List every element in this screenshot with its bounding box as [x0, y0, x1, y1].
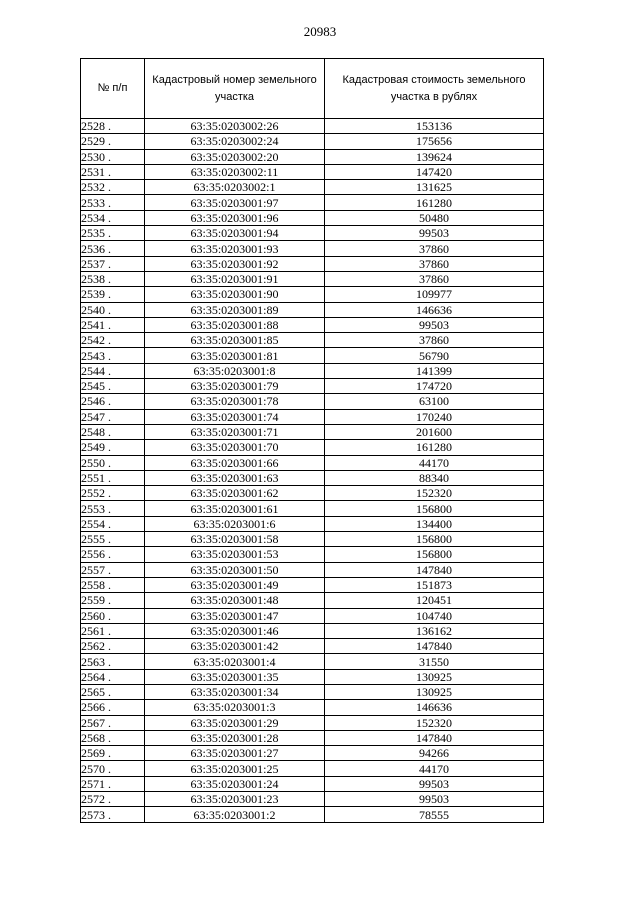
- table-row: [81, 761, 544, 776]
- cadastral-value-cell: 134400: [325, 516, 544, 531]
- table-row: [81, 807, 544, 822]
- table-row: [81, 379, 544, 394]
- table-row: [81, 715, 544, 730]
- cadastral-number-cell: 63:35:0203002:20: [145, 149, 325, 164]
- cadastral-number-cell: 63:35:0203001:94: [145, 226, 325, 241]
- table-header-row: [81, 59, 544, 119]
- row-number-cell: 2539 .: [81, 287, 145, 302]
- row-number-cell: 2569 .: [81, 746, 145, 761]
- cadastral-value-cell: 44170: [325, 761, 544, 776]
- cadastral-number-cell: 63:35:0203001:62: [145, 486, 325, 501]
- table-row: [81, 210, 544, 225]
- table-row: [81, 623, 544, 638]
- row-number-cell: 2552 .: [81, 486, 145, 501]
- table-row: [81, 424, 544, 439]
- cadastral-number-cell: 63:35:0203001:29: [145, 715, 325, 730]
- row-number-cell: 2538 .: [81, 271, 145, 286]
- cadastral-number-cell: 63:35:0203001:4: [145, 654, 325, 669]
- cadastral-number-cell: 63:35:0203001:88: [145, 317, 325, 332]
- row-number-cell: 2564 .: [81, 669, 145, 684]
- cadastral-value-cell: 147420: [325, 164, 544, 179]
- cadastral-number-cell: 63:35:0203001:63: [145, 470, 325, 485]
- cadastral-value-cell: 131625: [325, 180, 544, 195]
- cadastral-value-cell: 147840: [325, 562, 544, 577]
- cadastral-number-cell: 63:35:0203002:11: [145, 164, 325, 179]
- row-number-cell: 2553 .: [81, 501, 145, 516]
- cadastral-value-cell: 146636: [325, 700, 544, 715]
- row-number-cell: 2545 .: [81, 379, 145, 394]
- cadastral-value-cell: 174720: [325, 379, 544, 394]
- cadastral-value-cell: 146636: [325, 302, 544, 317]
- table-row: [81, 776, 544, 791]
- header-cadastral-value: Кадастровая стоимость земельного участка в рублях: [325, 59, 544, 119]
- page-number: 20983: [303, 24, 337, 39]
- row-number-cell: 2566 .: [81, 700, 145, 715]
- cadastral-number-cell: 63:35:0203001:92: [145, 256, 325, 271]
- cadastral-number-cell: 63:35:0203001:61: [145, 501, 325, 516]
- row-number-cell: 2571 .: [81, 776, 145, 791]
- row-number-cell: 2531 .: [81, 164, 145, 179]
- row-number-cell: 2554 .: [81, 516, 145, 531]
- row-number-cell: 2532 .: [81, 180, 145, 195]
- table-row: [81, 470, 544, 485]
- cadastral-number-cell: 63:35:0203001:71: [145, 424, 325, 439]
- table-row: [81, 501, 544, 516]
- table-row: [81, 256, 544, 271]
- row-number-cell: 2547 .: [81, 409, 145, 424]
- cadastral-value-cell: 94266: [325, 746, 544, 761]
- cadastral-value-cell: 63100: [325, 394, 544, 409]
- cadastral-value-cell: 161280: [325, 440, 544, 455]
- cadastral-value-cell: 37860: [325, 256, 544, 271]
- cadastral-value-cell: 152320: [325, 486, 544, 501]
- cadastral-number-cell: 63:35:0203001:48: [145, 593, 325, 608]
- row-number-cell: 2557 .: [81, 562, 145, 577]
- cadastral-value-cell: 156800: [325, 532, 544, 547]
- table-row: [81, 195, 544, 210]
- cadastral-number-cell: 63:35:0203001:97: [145, 195, 325, 210]
- table-row: [81, 684, 544, 699]
- row-number-cell: 2563 .: [81, 654, 145, 669]
- cadastral-value-cell: 151873: [325, 577, 544, 592]
- cadastral-value-cell: 99503: [325, 317, 544, 332]
- cadastral-number-cell: 63:35:0203002:24: [145, 134, 325, 149]
- cadastral-value-cell: 44170: [325, 455, 544, 470]
- table-row: [81, 348, 544, 363]
- cadastral-number-cell: 63:35:0203001:79: [145, 379, 325, 394]
- cadastral-number-cell: 63:35:0203001:46: [145, 623, 325, 638]
- cadastral-value-cell: 170240: [325, 409, 544, 424]
- table-row: [81, 134, 544, 149]
- table-row: [81, 486, 544, 501]
- row-number-cell: 2570 .: [81, 761, 145, 776]
- row-number-cell: 2568 .: [81, 730, 145, 745]
- cadastral-value-cell: 56790: [325, 348, 544, 363]
- cadastral-number-cell: 63:35:0203001:6: [145, 516, 325, 531]
- row-number-cell: 2561 .: [81, 623, 145, 638]
- cadastral-value-cell: 147840: [325, 730, 544, 745]
- table-row: [81, 455, 544, 470]
- table-row: [81, 363, 544, 378]
- cadastral-number-cell: 63:35:0203001:81: [145, 348, 325, 363]
- cadastral-value-cell: 99503: [325, 776, 544, 791]
- row-number-cell: 2530 .: [81, 149, 145, 164]
- cadastral-number-cell: 63:35:0203001:89: [145, 302, 325, 317]
- table-row: [81, 730, 544, 745]
- row-number-cell: 2546 .: [81, 394, 145, 409]
- table-row: [81, 593, 544, 608]
- cadastral-number-cell: 63:35:0203001:8: [145, 363, 325, 378]
- cadastral-number-cell: 63:35:0203002:1: [145, 180, 325, 195]
- cadastral-value-cell: 50480: [325, 210, 544, 225]
- table-row: [81, 608, 544, 623]
- cadastral-number-cell: 63:35:0203001:2: [145, 807, 325, 822]
- table-row: [81, 562, 544, 577]
- header-row-number: № п/п: [81, 59, 145, 119]
- cadastral-number-cell: 63:35:0203001:58: [145, 532, 325, 547]
- row-number-cell: 2565 .: [81, 684, 145, 699]
- cadastral-number-cell: 63:35:0203001:93: [145, 241, 325, 256]
- cadastral-number-cell: 63:35:0203001:74: [145, 409, 325, 424]
- cadastral-value-cell: 130925: [325, 669, 544, 684]
- row-number-cell: 2558 .: [81, 577, 145, 592]
- row-number-cell: 2528 .: [81, 119, 145, 134]
- row-number-cell: 2572 .: [81, 792, 145, 807]
- cadastral-number-cell: 63:35:0203001:28: [145, 730, 325, 745]
- row-number-cell: 2534 .: [81, 210, 145, 225]
- cadastral-number-cell: 63:35:0203001:24: [145, 776, 325, 791]
- row-number-cell: 2540 .: [81, 302, 145, 317]
- row-number-cell: 2537 .: [81, 256, 145, 271]
- cadastral-number-cell: 63:35:0203001:47: [145, 608, 325, 623]
- cadastral-value-cell: 147840: [325, 639, 544, 654]
- table-row: [81, 302, 544, 317]
- table-row: [81, 440, 544, 455]
- cadastral-value-cell: 141399: [325, 363, 544, 378]
- cadastral-value-cell: 139624: [325, 149, 544, 164]
- cadastral-value-cell: 152320: [325, 715, 544, 730]
- row-number-cell: 2536 .: [81, 241, 145, 256]
- row-number-cell: 2529 .: [81, 134, 145, 149]
- cadastral-value-cell: 88340: [325, 470, 544, 485]
- cadastral-number-cell: 63:35:0203001:66: [145, 455, 325, 470]
- cadastral-value-cell: 153136: [325, 119, 544, 134]
- row-number-cell: 2562 .: [81, 639, 145, 654]
- row-number-cell: 2535 .: [81, 226, 145, 241]
- cadastral-value-cell: 136162: [325, 623, 544, 638]
- cadastral-number-cell: 63:35:0203001:3: [145, 700, 325, 715]
- cadastral-value-cell: 201600: [325, 424, 544, 439]
- cadastral-number-cell: 63:35:0203002:26: [145, 119, 325, 134]
- row-number-cell: 2567 .: [81, 715, 145, 730]
- cadastral-number-cell: 63:35:0203001:53: [145, 547, 325, 562]
- row-number-cell: 2551 .: [81, 470, 145, 485]
- row-number-cell: 2548 .: [81, 424, 145, 439]
- table-row: [81, 394, 544, 409]
- table-row: [81, 241, 544, 256]
- table-row: [81, 333, 544, 348]
- table-row: [81, 577, 544, 592]
- table-row: [81, 119, 544, 134]
- table-row: [81, 149, 544, 164]
- cadastral-number-cell: 63:35:0203001:49: [145, 577, 325, 592]
- row-number-cell: 2541 .: [81, 317, 145, 332]
- table-row: [81, 516, 544, 531]
- row-number-cell: 2573 .: [81, 807, 145, 822]
- table-row: [81, 164, 544, 179]
- cadastral-number-cell: 63:35:0203001:35: [145, 669, 325, 684]
- cadastral-number-cell: 63:35:0203001:34: [145, 684, 325, 699]
- cadastral-value-cell: 156800: [325, 501, 544, 516]
- cadastral-value-cell: 78555: [325, 807, 544, 822]
- row-number-cell: 2533 .: [81, 195, 145, 210]
- cadastral-value-cell: 99503: [325, 792, 544, 807]
- table-row: [81, 532, 544, 547]
- cadastral-value-cell: 175656: [325, 134, 544, 149]
- row-number-cell: 2549 .: [81, 440, 145, 455]
- table-row: [81, 669, 544, 684]
- cadastral-value-cell: 109977: [325, 287, 544, 302]
- cadastral-number-cell: 63:35:0203001:25: [145, 761, 325, 776]
- cadastral-number-cell: 63:35:0203001:85: [145, 333, 325, 348]
- cadastral-number-cell: 63:35:0203001:78: [145, 394, 325, 409]
- table-body: [81, 119, 544, 823]
- cadastral-value-cell: 37860: [325, 271, 544, 286]
- cadastral-number-cell: 63:35:0203001:91: [145, 271, 325, 286]
- table-row: [81, 654, 544, 669]
- cadastral-number-cell: 63:35:0203001:42: [145, 639, 325, 654]
- cadastral-number-cell: 63:35:0203001:90: [145, 287, 325, 302]
- table-row: [81, 180, 544, 195]
- cadastral-value-table: [80, 58, 544, 823]
- cadastral-value-cell: 130925: [325, 684, 544, 699]
- table-row: [81, 792, 544, 807]
- row-number-cell: 2559 .: [81, 593, 145, 608]
- row-number-cell: 2544 .: [81, 363, 145, 378]
- table-row: [81, 226, 544, 241]
- table-row: [81, 639, 544, 654]
- table-row: [81, 409, 544, 424]
- cadastral-number-cell: 63:35:0203001:96: [145, 210, 325, 225]
- table-row: [81, 547, 544, 562]
- cadastral-number-cell: 63:35:0203001:23: [145, 792, 325, 807]
- table-row: [81, 287, 544, 302]
- cadastral-number-cell: 63:35:0203001:27: [145, 746, 325, 761]
- row-number-cell: 2550 .: [81, 455, 145, 470]
- row-number-cell: 2555 .: [81, 532, 145, 547]
- cadastral-value-cell: 31550: [325, 654, 544, 669]
- cadastral-value-cell: 99503: [325, 226, 544, 241]
- cadastral-number-cell: 63:35:0203001:50: [145, 562, 325, 577]
- row-number-cell: 2560 .: [81, 608, 145, 623]
- cadastral-value-cell: 120451: [325, 593, 544, 608]
- cadastral-value-cell: 37860: [325, 241, 544, 256]
- cadastral-value-cell: 156800: [325, 547, 544, 562]
- table-row: [81, 271, 544, 286]
- row-number-cell: 2543 .: [81, 348, 145, 363]
- cadastral-value-cell: 104740: [325, 608, 544, 623]
- cadastral-value-cell: 37860: [325, 333, 544, 348]
- cadastral-number-cell: 63:35:0203001:70: [145, 440, 325, 455]
- row-number-cell: 2556 .: [81, 547, 145, 562]
- cadastral-value-cell: 161280: [325, 195, 544, 210]
- table-row: [81, 317, 544, 332]
- row-number-cell: 2542 .: [81, 333, 145, 348]
- table-row: [81, 746, 544, 761]
- table-row: [81, 700, 544, 715]
- header-cadastral-number: Кадастровый номер земельного участка: [145, 59, 325, 119]
